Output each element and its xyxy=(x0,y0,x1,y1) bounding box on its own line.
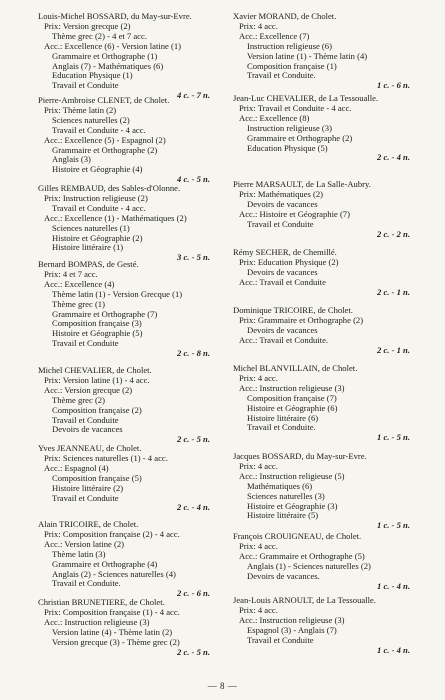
student-name: Michel CHEVALIER, de Cholet. xyxy=(38,365,152,375)
award-tally: 2 c. - 4 n. xyxy=(177,502,210,513)
award-tally: 2 c. - 5 n. xyxy=(177,646,210,657)
award-detail-line: Thème grec (2) xyxy=(52,394,105,405)
award-entry xyxy=(38,366,228,445)
award-entry xyxy=(233,596,428,655)
award-detail-line: Travail et Conduite xyxy=(52,338,119,349)
award-tally: 2 c. - 5 n. xyxy=(177,434,210,445)
student-name: Bernard BOMPAS, de Gesté. xyxy=(38,259,139,269)
award-detail-line: Travail et Conduite. xyxy=(247,422,316,433)
award-tally: 2 c. - 6 n. xyxy=(177,588,210,599)
student-name: François CROUIGNEAU, de Cholet. xyxy=(233,531,362,541)
award-detail-line: Version grecque (3) - Thème grec (2) xyxy=(52,636,180,647)
student-name: Dominique TRICOIRE, de Cholet. xyxy=(233,305,353,315)
award-detail-line: Thème grec (2) - 4 et 7 acc. xyxy=(52,30,147,41)
award-detail-line: Thème latin (3) xyxy=(52,548,106,559)
student-name: Jean-Luc CHEVALIER, de La Tessoualle. xyxy=(233,93,379,103)
award-section-line: Acc.: Excellence (5) - Espagnol (2) xyxy=(44,134,166,145)
award-detail-line: Travail et Conduite. xyxy=(52,578,121,589)
award-detail-line: Sciences naturelles (1) xyxy=(52,222,130,233)
award-section-line: Acc.: Version grecque (2) xyxy=(44,384,133,395)
student-name: Xavier MORAND, de Cholet. xyxy=(233,11,337,21)
award-tally: 4 c. - 7 n. xyxy=(177,90,210,101)
award-detail-line: Anglais (2) - Sciences naturelles (4) xyxy=(52,568,176,579)
award-detail-line: Education Physique (1) xyxy=(52,70,133,81)
award-tally: 2 c. - 1 n. xyxy=(377,344,410,355)
award-tally: 1 c. - 4 n. xyxy=(377,580,410,591)
student-name: Louis-Michel BOSSARD, du May-sur-Evre. xyxy=(38,11,192,21)
award-section-line: Prix: Thème latin (2) xyxy=(44,104,117,115)
award-detail-line: Travail et Conduite xyxy=(52,492,119,503)
award-tally: 1 c. - 6 n. xyxy=(377,80,410,91)
award-section-line: Acc.: Instruction religieuse (3) xyxy=(239,614,345,625)
award-section-line: Acc.: Excellence (7) xyxy=(239,30,310,41)
award-detail-line: Histoire littéraire (5) xyxy=(247,510,319,521)
award-tally: 2 c. - 8 n. xyxy=(177,348,210,359)
award-detail-line: Mathématiques (6) xyxy=(247,480,313,491)
student-name: Rémy SECHER, de Chemillé. xyxy=(233,247,337,257)
award-detail-line: Histoire et Géographie (5) xyxy=(52,328,143,339)
award-section-line: Prix: 4 acc. xyxy=(239,460,278,471)
award-detail-line: Devoirs de vacances xyxy=(52,424,123,435)
award-section-line: Prix: 4 acc. xyxy=(239,540,278,551)
award-section-line: Acc.: Espagnol (4) xyxy=(44,462,109,473)
award-entry xyxy=(233,532,428,591)
award-section-line: Prix: Composition française (2) - 4 acc. xyxy=(44,528,180,539)
student-name: Jacques BOSSARD, du May-sur-Evre. xyxy=(233,451,367,461)
award-entry xyxy=(38,96,228,185)
award-entry xyxy=(233,364,428,443)
award-section-line: Acc.: Version latine (2) xyxy=(44,538,125,549)
award-section-line: Acc.: Instruction religieuse (3) xyxy=(44,616,150,627)
award-entry xyxy=(233,306,428,356)
award-entry xyxy=(233,94,428,163)
student-name: Pierre-Ambroise CLENET, de Cholet. xyxy=(38,95,170,105)
award-section-line: Prix: Mathématiques (2) xyxy=(239,188,324,199)
award-section-line: Acc.: Travail et Conduite xyxy=(239,276,326,287)
award-section-line: Prix: 4 et 7 acc. xyxy=(44,268,98,279)
award-detail-line: Histoire et Géographie (2) xyxy=(52,232,143,243)
award-section-line: Prix: Education Physique (2) xyxy=(239,256,339,267)
award-section-line: Prix: 4 acc. xyxy=(239,372,278,383)
award-section-line: Prix: Travail et Conduite - 4 acc. xyxy=(239,102,352,113)
award-detail-line: Histoire et Géographie (6) xyxy=(247,402,338,413)
student-name: Yves JEANNEAU, de Cholet. xyxy=(38,443,142,453)
award-section-line: Acc.: Instruction religieuse (3) xyxy=(239,382,345,393)
award-detail-line: Instruction religieuse (3) xyxy=(247,122,332,133)
award-entry xyxy=(38,444,228,513)
award-detail-line: Version latine (4) - Thème latin (2) xyxy=(52,626,173,637)
award-section-line: Acc.: Excellence (8) xyxy=(239,112,310,123)
award-section-line: Acc.: Histoire et Géographie (7) xyxy=(239,208,350,219)
award-detail-line: Travail et Conduite xyxy=(247,634,314,645)
award-detail-line: Grammaire et Orthographe (1) xyxy=(52,50,158,61)
award-tally: 2 c. - 1 n. xyxy=(377,286,410,297)
award-detail-line: Grammaire et Orthographe (2) xyxy=(247,132,353,143)
award-tally: 4 c. - 5 n. xyxy=(177,174,210,185)
award-detail-line: Travail et Conduite - 4 acc. xyxy=(52,202,146,213)
award-section-line: Acc.: Excellence (1) - Mathématiques (2) xyxy=(44,212,187,223)
award-entry xyxy=(38,12,228,101)
award-detail-line: Anglais (3) xyxy=(52,154,91,165)
award-detail-line: Instruction religieuse (6) xyxy=(247,40,332,51)
award-section-line: Prix: 4 acc. xyxy=(239,20,278,31)
award-detail-line: Composition française (7) xyxy=(247,392,337,403)
award-section-line: Acc.: Grammaire et Orthographe (5) xyxy=(239,550,365,561)
award-detail-line: Composition française (5) xyxy=(52,472,142,483)
award-entry xyxy=(233,248,428,298)
award-section-line: Acc.: Excellence (4) xyxy=(44,278,115,289)
student-name: Gilles REMBAUD, des Sables-d'Olonne. xyxy=(38,183,181,193)
award-tally: 1 c. - 4 n. xyxy=(377,644,410,655)
award-detail-line: Composition française (2) xyxy=(52,404,142,415)
award-section-line: Prix: Sciences naturelles (1) - 4 acc. xyxy=(44,452,168,463)
student-name: Pierre MARSAULT, de La Salle-Aubry. xyxy=(233,179,371,189)
award-detail-line: Anglais (7) - Mathématiques (6) xyxy=(52,60,164,71)
award-detail-line: Thème latin (1) - Version Grecque (1) xyxy=(52,288,183,299)
award-tally: 2 c. - 4 n. xyxy=(377,152,410,163)
award-detail-line: Grammaire et Orthographe (7) xyxy=(52,308,158,319)
award-detail-line: Devoirs de vacances xyxy=(247,324,318,335)
award-section-line: Prix: Composition française (1) - 4 acc. xyxy=(44,606,180,617)
award-detail-line: Devoirs de vacances xyxy=(247,266,318,277)
award-detail-line: Composition française (3) xyxy=(52,318,142,329)
award-entry xyxy=(233,452,428,531)
award-detail-line: Grammaire et Orthographe (4) xyxy=(52,558,158,569)
award-detail-line: Education Physique (5) xyxy=(247,142,328,153)
award-detail-line: Devoirs de vacances xyxy=(247,198,318,209)
award-entry xyxy=(38,260,228,359)
award-detail-line: Sciences naturelles (3) xyxy=(247,490,325,501)
award-detail-line: Sciences naturelles (2) xyxy=(52,114,130,125)
award-section-line: Acc.: Travail et Conduite. xyxy=(239,334,329,345)
award-detail-line: Histoire et Géographie (3) xyxy=(247,500,338,511)
award-section-line: Prix: Instruction religieuse (2) xyxy=(44,192,148,203)
award-section-line: Acc.: Excellence (6) - Version latine (1) xyxy=(44,40,182,51)
student-name: Christian BRUNETIERE, de Cholet. xyxy=(38,597,165,607)
award-tally: 2 c. - 2 n. xyxy=(377,228,410,239)
award-detail-line: Travail et Conduite xyxy=(52,80,119,91)
award-detail-line: Espagnol (3) - Anglais (7) xyxy=(247,624,337,635)
award-entry xyxy=(233,12,428,91)
award-detail-line: Version latine (1) - Thème latin (4) xyxy=(247,50,368,61)
award-section-line: Prix: Version latine (1) - 4 acc. xyxy=(44,374,150,385)
award-entry xyxy=(38,598,228,657)
award-section-line: Prix: 4 acc. xyxy=(239,604,278,615)
student-name: Michel BLANVILLAIN, de Cholet. xyxy=(233,363,358,373)
award-detail-line: Travail et Conduite. xyxy=(247,70,316,81)
award-detail-line: Composition française (1) xyxy=(247,60,337,71)
award-entry xyxy=(233,180,428,239)
award-tally: 1 c. - 5 n. xyxy=(377,432,410,443)
award-detail-line: Anglais (1) - Sciences naturelles (2) xyxy=(247,560,371,571)
award-detail-line: Histoire littéraire (2) xyxy=(52,482,124,493)
award-tally: 1 c. - 5 n. xyxy=(377,520,410,531)
award-detail-line: Travail et Conduite xyxy=(52,414,119,425)
award-detail-line: Devoirs de vacances. xyxy=(247,570,320,581)
award-detail-line: Histoire littéraire (6) xyxy=(247,412,319,423)
award-detail-line: Histoire et Géographie (4) xyxy=(52,164,143,175)
student-name: Alain TRICOIRE, de Cholet. xyxy=(38,519,139,529)
award-entry xyxy=(38,184,228,263)
award-entry xyxy=(38,520,228,599)
award-detail-line: Thème grec (1) xyxy=(52,298,105,309)
award-tally: 3 c. - 5 n. xyxy=(177,252,210,263)
award-section-line: Acc.: Instruction religieuse (5) xyxy=(239,470,345,481)
award-section-line: Prix: Version grecque (2) xyxy=(44,20,131,31)
award-detail-line: Histoire littéraire (1) xyxy=(52,242,124,253)
award-detail-line: Grammaire et Orthographe (2) xyxy=(52,144,158,155)
award-section-line: Prix: Grammaire et Orthographe (2) xyxy=(239,314,364,325)
page-number: — 8 — xyxy=(207,681,238,691)
award-detail-line: Travail et Conduite xyxy=(247,218,314,229)
award-detail-line: Travail et Conduite - 4 acc. xyxy=(52,124,146,135)
student-name: Jean-Louis ARNOULT, de La Tessoualle. xyxy=(233,595,376,605)
